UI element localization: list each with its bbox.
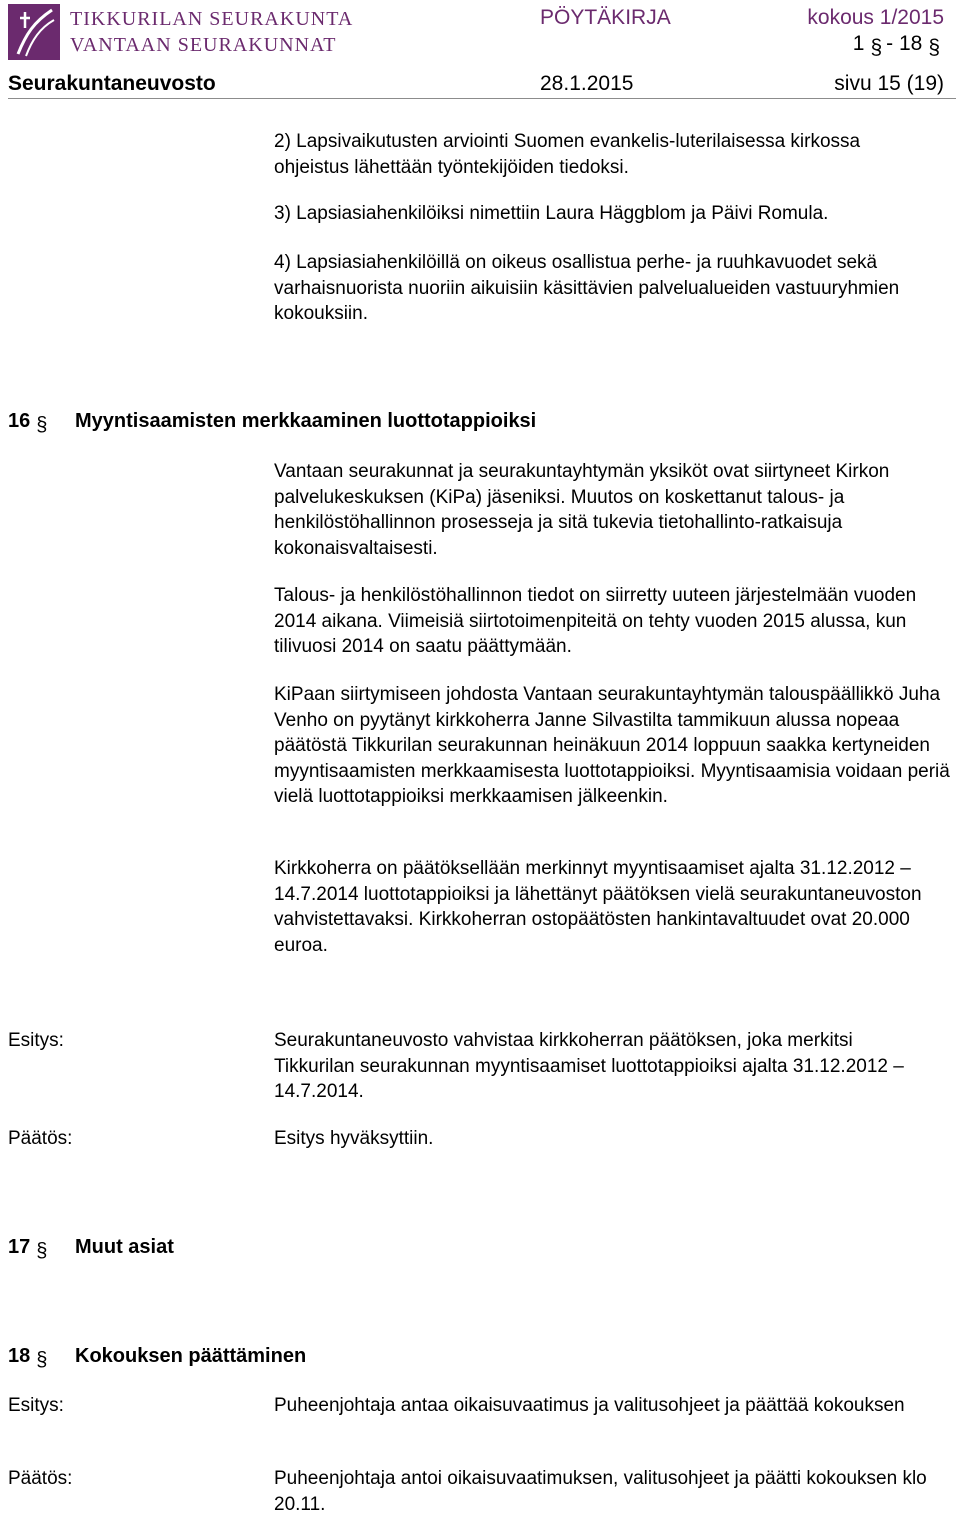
s16-decision-label: Päätös: (8, 1128, 73, 1149)
section-sign-icon: § (36, 1349, 48, 1371)
org-name-line2: VANTAAN SEURAKUNNAT (70, 34, 337, 56)
meeting-date: 28.1.2015 (540, 72, 634, 95)
meeting-number: kokous 1/2015 (807, 6, 944, 29)
s16-proposal-label: Esitys: (8, 1030, 64, 1051)
section-17-number: 17 (8, 1236, 31, 1258)
section-sign-icon: § (36, 414, 48, 436)
header-divider (8, 98, 956, 99)
s18-decision-label: Päätös: (8, 1468, 73, 1489)
section-range-end: - 18 (886, 32, 923, 55)
section-17-heading (8, 1236, 51, 1263)
church-logo-icon (8, 4, 60, 60)
intro-item-4: 4) Lapsiasiahenkilöillä on oikeus osallistua perhe- ja ruuhkavuodet sekä varhaisnuorista nuoriin aikuisiin käsittävien palvelualueiden vastuuryhmien kokouksiin. (274, 252, 900, 324)
section-range-start: 1 (852, 32, 865, 55)
s18-decision-text: Puheenjohtaja antoi oikaisuvaatimuksen, valitusohjeet ja päätti kokouksen klo 20.11. (274, 1468, 927, 1515)
section-16-title: Myyntisaamisten merkkaaminen luottotappioiksi (75, 410, 537, 432)
section-18-title: Kokouksen päättäminen (75, 1345, 307, 1367)
doc-type: PÖYTÄKIRJA (540, 6, 671, 29)
section-range (853, 32, 944, 60)
org-name-line1: TIKKURILAN SEURAKUNTA (70, 8, 354, 30)
intro-item-2: 2) Lapsivaikutusten arviointi Suomen evankelis-luterilaisessa kirkossa ohjeistus lähettään työntekijöiden tiedoksi. (274, 131, 861, 178)
section-16-heading (8, 410, 51, 437)
section-sign-icon: § (928, 36, 940, 59)
s16-paragraph-3: KiPaan siirtymiseen johdosta Vantaan seurakuntayhtymän talouspäällikkö Juha Venho on pyytänyt kirkkoherra Janne Silvastilta tammikuun alussa nopeaa päätöstä Tikkurilan seurakunnan heinäkuun 2014 loppuun saakka kertyneiden myyntisaamisten merkkaamisesta luottotappioiksi. Myyntisaamisia voidaan periä vielä luottotappioiksi merkkaamisen jälkeenkin. (274, 684, 950, 807)
intro-item-3: 3) Lapsiasiahenkilöiksi nimettiin Laura Häggblom ja Päivi Romula. (274, 203, 829, 224)
s16-decision-text: Esitys hyväksyttiin. (274, 1128, 434, 1149)
page-number: sivu 15 (19) (834, 72, 944, 95)
s16-paragraph-1: Vantaan seurakunnat ja seurakuntayhtymän yksiköt ovat siirtyneet Kirkon palvelukeskuksen (KiPa) jäseniksi. Muutos on koskettanut talous- ja henkilöstöhallinnon prosesseja ja sitä tukevia tietohallinto-ratkaisuja kokonaisvaltaisesti. (274, 461, 890, 559)
section-16-number: 16 (8, 410, 31, 432)
section-sign-icon: § (36, 1240, 48, 1262)
s16-paragraph-2: Talous- ja henkilöstöhallinnon tiedot on siirretty uuteen järjestelmään vuoden 2014 aikana. Viimeisiä siirtotoimenpiteitä on tehty vuoden 2015 alussa, kun tilivuosi 2014 on saatu päättymään. (274, 585, 917, 657)
s16-proposal-text: Seurakuntaneuvosto vahvistaa kirkkoherran päätöksen, joka merkitsi Tikkurilan seurakunnan myyntisaamiset luottotappioiksi ajalta 31.12.2012 – 14.7.2014. (274, 1030, 904, 1102)
s18-proposal-text: Puheenjohtaja antaa oikaisuvaatimus ja valitusohjeet ja päättää kokouksen (274, 1395, 905, 1416)
section-sign-icon: § (870, 36, 883, 59)
section-18-number: 18 (8, 1345, 31, 1367)
section-18-heading (8, 1345, 51, 1372)
body-name: Seurakuntaneuvosto (8, 72, 216, 95)
s18-proposal-label: Esitys: (8, 1395, 64, 1416)
s16-paragraph-4: Kirkkoherra on päätöksellään merkinnyt myyntisaamiset ajalta 31.12.2012 – 14.7.2014 luottotappioiksi ja lähettänyt päätöksen vielä seurakuntaneuvoston vahvistettavaksi. Kirkkoherran ostopäätösten hankintavaltuudet ovat 20.000 euroa. (274, 858, 922, 956)
section-17-title: Muut asiat (75, 1236, 174, 1258)
